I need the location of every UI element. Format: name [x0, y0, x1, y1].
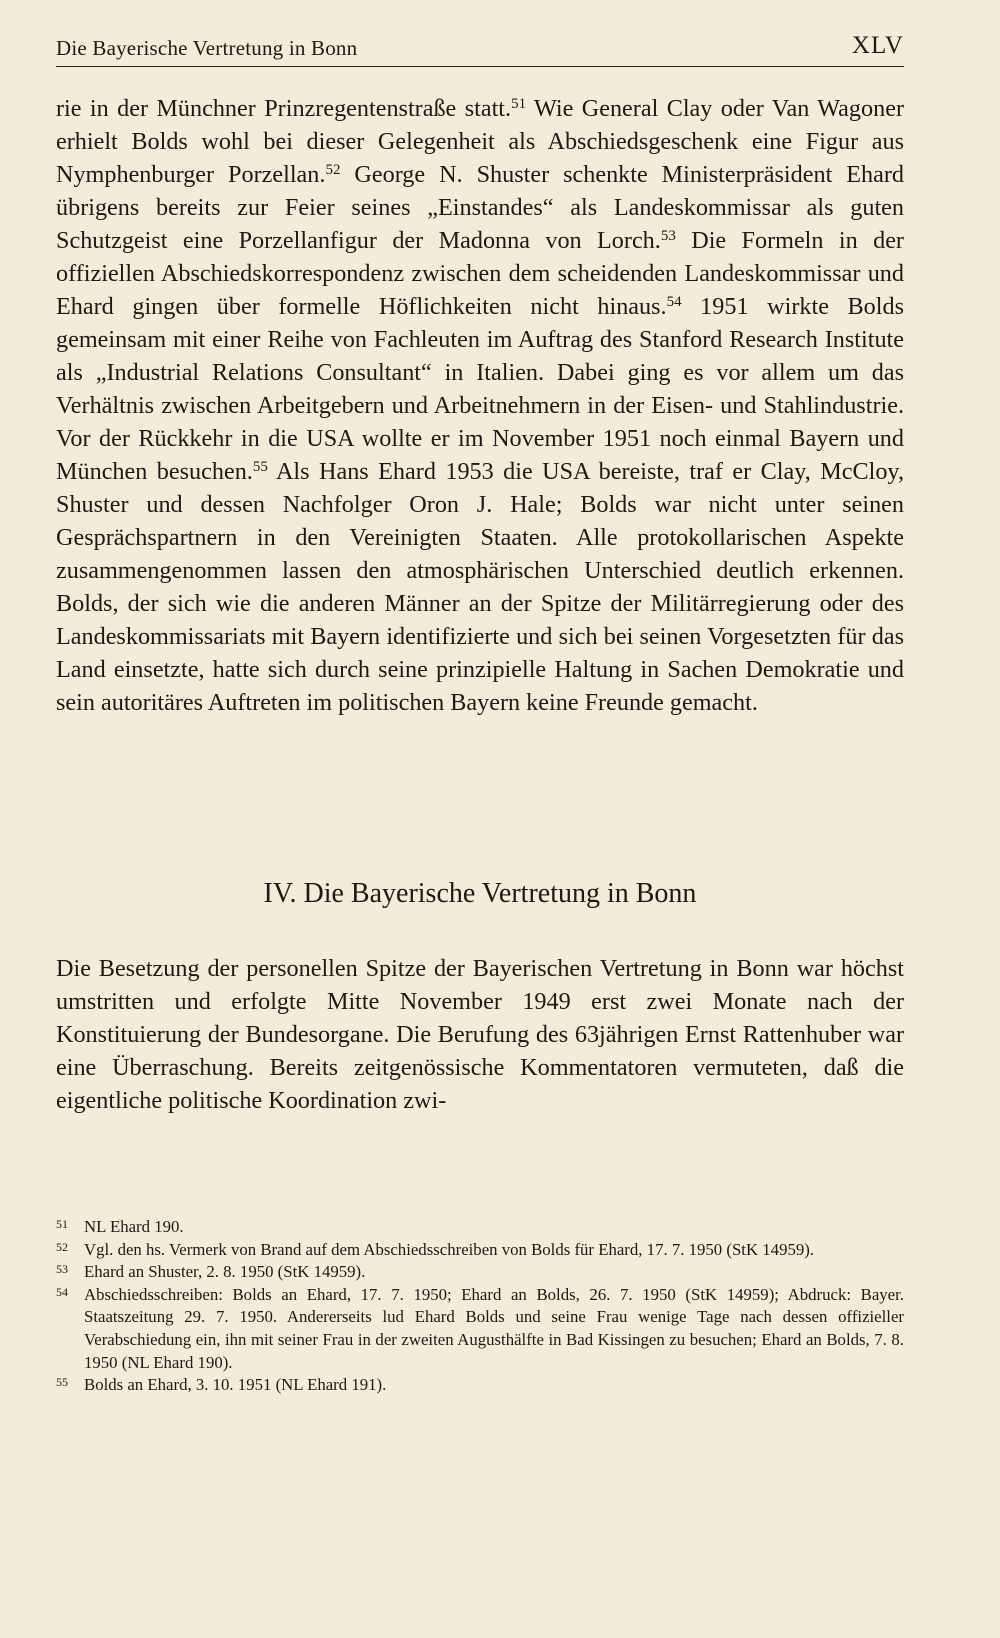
footnote-text: Vgl. den hs. Vermerk von Brand auf dem Abschiedsschreiben von Bolds für Ehard, 17. 7. 1950 (StK 14959). — [84, 1239, 815, 1259]
section-heading: IV. Die Bayerische Vertretung in Bonn — [263, 878, 697, 909]
running-header — [56, 30, 904, 67]
text-run: George N. Shuster schenkte Ministerpräsident Ehard übrigens bereits zur Feier seines „Einstandes“ als Landeskommissar als guten Schutzgeist eine Porzellanfigur der Madonna von Lorch. — [56, 161, 904, 254]
footnotes — [56, 1216, 904, 1397]
paragraph: Die Besetzung der personellen Spitze der Bayerischen Vertretung in Bonn war höchst umstritten und erfolgte Mitte November 1949 erst zwei Monate nach der Konstituierung der Bundesorgane. Die Berufung des 63jährigen Ernst Rattenhuber war eine Überraschung. Bereits zeitgenössische Kommentatoren vermuteten, daß die eigentliche politische Koordination zwi- — [56, 955, 904, 1114]
footnote-text: Abschiedsschreiben: Bolds an Ehard, 17. 7. 1950; Ehard an Bolds, 26. 7. 1950 (StK 14959); Abdruck: Bayer. Staatszeitung 29. 7. 1950. Andererseits lud Ehard Bolds und seine Frau wenige Tage nach dessen offizieller Verabschiedung ein, ihn mit seiner Frau in der zweiten Augusthälfte in Bad Kissingen zu besuchen; Ehard an Bolds, 7. 8. 1950 (NL Ehard 190). — [84, 1284, 904, 1372]
footnote-ref-54[interactable]: 54 — [666, 293, 682, 310]
text-run: Als Hans Ehard 1953 die USA bereiste, traf er Clay, McCloy, Shuster und dessen Nachfolger Oron J. Hale; Bolds war nicht unter seinen Gesprächspartnern in den Vereinigten Staaten. Alle protokollarischen Aspekte zusammengenommen lassen den atmosphärischen Unterschied deutlich erkennen. Bolds, der sich wie die anderen Männer an der Spitze der Militärregierung oder des Landeskommissariats mit Bayern identifizierte und sich bei seinen Vorgesetzten für das Land einsetzte, hatte sich durch seine prinzipielle Haltung in Sachen Demokratie und sein autoritäres Auftreten im politischen Bayern keine Freunde gemacht. — [56, 458, 904, 716]
text-run: Die Formeln in der offiziellen Abschiedskorrespondenz zwischen dem scheidenden Landeskommissar und Ehard gingen über formelle Höflichkeiten nicht hinaus. — [56, 227, 904, 320]
footnote-text: Bolds an Ehard, 3. 10. 1951 (NL Ehard 191). — [84, 1375, 387, 1395]
footnote-text: NL Ehard 190. — [84, 1217, 184, 1236]
footnote-ref-55[interactable]: 55 — [252, 458, 268, 475]
text-run: Wie General Clay oder Van Wagoner erhielt Bolds wohl bei dieser Gelegenheit als Abschiedsgeschenk eine Figur aus Nymphenburger Porzellan. — [56, 95, 904, 188]
footnote-ref-52[interactable]: 52 — [325, 161, 341, 178]
footnote-54 — [56, 1284, 904, 1374]
footnote-51 — [56, 1216, 904, 1239]
text-run: rie in der Münchner Prinzregentenstraße statt. — [56, 95, 512, 122]
text-run: 1951 wirkte Bolds gemeinsam mit einer Reihe von Fachleuten im Auftrag des Stanford Research Institute als „Industrial Relations Consultant“ in Italien. Dabei ging es vor allem um das Verhältnis zwischen Arbeitgebern und Arbeitnehmern in der Eisen- und Stahlindustrie. Vor der Rückkehr in die USA wollte er im November 1951 noch einmal Bayern und München besuchen. — [56, 293, 904, 485]
footnote-55 — [56, 1374, 904, 1397]
footnote-52 — [56, 1239, 904, 1262]
footnote-number: 53 — [56, 1262, 68, 1277]
footnote-ref-53[interactable]: 53 — [660, 227, 676, 244]
page-number: XLV — [851, 32, 904, 59]
footnote-number: 51 — [56, 1217, 68, 1231]
paragraph — [56, 92, 904, 719]
footnote-text: Ehard an Shuster, 2. 8. 1950 (StK 14959). — [84, 1262, 366, 1282]
footnote-53 — [56, 1261, 904, 1284]
body-text — [56, 92, 904, 719]
running-title: Die Bayerische Vertretung in Bonn — [56, 36, 358, 60]
footnote-number: 52 — [56, 1239, 68, 1254]
footnote-number: 54 — [56, 1284, 68, 1299]
footnote-ref-51[interactable]: 51 — [511, 95, 527, 112]
body-text-section-iv — [56, 952, 904, 1117]
footnote-number: 55 — [56, 1375, 68, 1390]
